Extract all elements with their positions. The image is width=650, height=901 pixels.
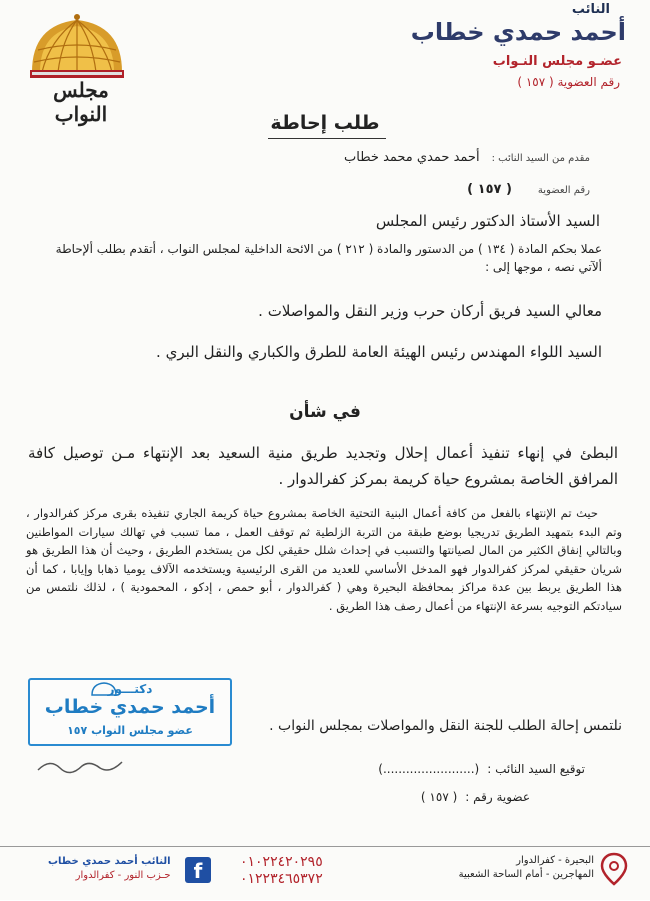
facebook-icon: f [185,857,211,883]
signature-dots: (........................) [378,762,480,776]
subject-text: البطئ في إنهاء تنفيذ أعمال إحلال وتجديد طريق منية السعيد بعد الإنتهاء مـن توصيل كافة المرافق الخاصة بمشروع حياة كريمة بمركز كفرالدوار . [28,444,618,488]
membership2-label: عضوية رقم : [465,790,530,804]
footer-phone-2: ٠١٢٢٣٤٦٥٣٧٢ [240,871,323,887]
referral-request: نلتمس إحالة الطلب للجنة النقل والمواصلات بمجلس النواب . [269,718,622,734]
header-member: عضـو مجلس النـواب [492,54,622,69]
header-name: أحمد حمدي خطاب [410,18,626,46]
stamp-line-1: دكتـــور [107,682,153,696]
footer-name-line1: النائب أحمد حمدي خطاب [48,856,171,867]
membership2-value: ( ١٥٧ ) [420,790,458,804]
footer-location-line2: المهاجرين - أمام الساحة الشعبية [458,869,594,880]
title-underline [268,138,386,139]
logo-text: مجلس النواب [53,78,109,126]
footer-phone-1: ٠١٠٢٢٤٢٠٢٩٥ [240,854,323,870]
signature-label: توقيع السيد النائب : [487,762,585,776]
submitted-by [344,150,590,165]
footer-location [459,854,594,882]
footer-phones [240,854,323,888]
stamp-line-3: عضو مجلس النواب ١٥٧ [67,724,193,737]
body-paragraph: حيث تم الإنتهاء بالفعل من كافة أعمال البنية التحتية الخاصة بمشروع حياة كريمة الجاري تنفيذه بقرى مركز كفرالدوار ، وتم البدء بتمهيد الطريق تدريجيا بوضع طبقة من التربة الزلطية ثم توقف العمل ، مما تسبب في تهالك سيارات المواطنين وبالتالي إنفاق الكثير من المال لصيانتها والتسبب في إحداث شلل حقيقي لكل من يستخدم الطريق ، وحيث أن هذا الطريق هو شريان حقيقي لمركز كفرالدوار فهو المدخل الأساسي للعديد من القرى الرئيسية ويستخدمه الآلاف يوميا ذهابا وإيابا ، كما أن هذا الطريق يربط بين عدة مراكز بمحافظة البحيرة وهي ( كفرالدوار ، أبو حمص ، إدكو ، المحمودية ) ، لذلك نلتمس من سيادتكم التوجيه بسرعة الإنتهاء من أعمال رصف هذا الطريق . [26,506,622,613]
member-label: رقم العضوية [537,185,590,196]
member-value: ( ١٥٧ ) [467,182,512,197]
signature-scribble [30,754,140,778]
regarding-heading: في شأن [289,402,361,422]
membership [467,182,590,197]
watermark [520,740,640,820]
header-title: النائب [571,2,610,17]
footer-name-line2: حـزب النور - كفرالدوار [75,870,171,881]
header-membership-number: رقم العضوية ( ١٥٧ ) [517,75,620,89]
location-pin-icon [600,852,628,886]
intro-paragraph: عملا بحكم المادة ( ١٣٤ ) من الدستور والمادة ( ٢١٢ ) من الائحة الداخلية لمجلس النواب ، أتقدم بطلب ألإحاطة ألآتي نصه ، موجها إلى : [55,242,602,274]
recipient-2: السيد اللواء المهندس رئيس الهيئة العامة للطرق والكباري والنقل البري . [156,343,602,361]
membership-footer [421,790,530,804]
footer-name [48,855,171,883]
addressee: السيد الأستاذ الدكتور رئيس المجلس [375,212,600,230]
signature-line [378,762,585,776]
submitted-label: مقدم من السيد النائب : [491,153,590,164]
stamp-line-2: أحمد حمدي خطاب [44,696,216,718]
document-title: طلب إحاطة [270,112,380,134]
submitted-value: أحمد حمدي محمد خطاب [344,150,480,165]
recipient-1: معالي السيد فريق أركان حرب وزير النقل والمواصلات . [258,302,602,320]
footer-location-line1: البحيرة - كفرالدوار [516,855,594,866]
official-stamp [28,678,232,746]
